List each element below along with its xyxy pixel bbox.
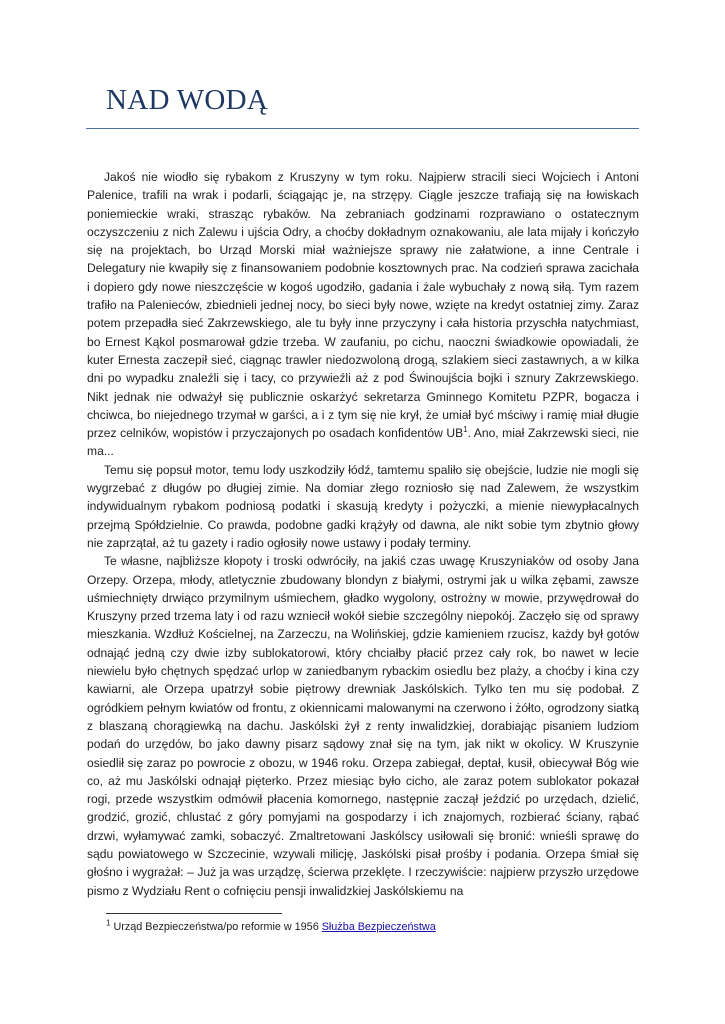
paragraph-tail: . Ano, miał Zakrzewski sieci, nie ma... xyxy=(87,426,639,459)
title-underline xyxy=(86,128,639,129)
footnote-number: 1 xyxy=(106,918,111,928)
paragraph-2 xyxy=(87,461,639,552)
footnote xyxy=(106,918,626,933)
paragraph-3 xyxy=(87,552,639,900)
document-title: NAD WODĄ xyxy=(106,84,269,116)
footnote-text: Urząd Bezpieczeństwa/po reformie w 1956 xyxy=(110,921,322,933)
footnote-reference[interactable]: 1 xyxy=(463,425,468,435)
paragraph-1 xyxy=(87,168,639,461)
document-body xyxy=(87,168,639,900)
footnote-separator xyxy=(106,913,282,914)
paragraph-text: Te własne, najbliższe kłopoty i troski odwróciły, na jakiś czas uwagę Kruszyniaków od osoby Jana Orzepy. Orzepa, młody, atletycznie zbudowany blondyn z białymi, ostrymi jak u wilka zębami, zawsze uśmiechnięty drwiąco przymilnym uśmiechem, gładko wygolony, ostrożny w mowie, przywędrował do Kruszyny przed trzema laty i od razu wzniecił wokół siebie szczególny niepokój. Zaczęło się od sprawy mieszkania. Wzdłuż Kościelnej, na Zarzeczu, na Wolińskiej, gdzie kamieniem rzucisz, każdy był gotów odnająć jedną czy dwie izby sublokatorowi, który chciałby płacić przez cały rok, bo nawet w lecie niewielu było chętnych spędzać urlop w zaniedbanym rybackim osiedlu bez plaży, a choćby i kina czy kawiarni, ale Orzepa upatrzył sobie piętrowy drewniak Jaskólskich. Tylko ten mu się podobał. Z ogródkiem pełnym kwiatów od frontu, z okiennicami malowanymi na czerwono i żółto, ogrodzony siatką z blaszaną chorągiewką na dachu. Jaskólski żył z renty inwalidzkiej, dorabiając pisaniem ludziom podań do urzędów, bo jako dawny pisarz sądowy znał się na tym, jak nikt w okolicy. W Kruszynie osiedlił się zaraz po powrocie z obozu, w 1946 roku. Orzepa zabiegał, deptał, kusił, obiecywał Bóg wie co, aż mu Jaskólski odnajął pięterko. Przez miesiąc było cicho, ale zaraz potem sublokator pokazał rogi, przede wszystkim odmówił płacenia komornego, następnie zaczął jeździć po urzędach, dzielić, grodzić, grozić, chlustać z góry pomyjami na gospodarzy i ich znajomych, rozbierać ściany, rąbać drzwi, wyłamywać zamki, sobaczyć. Zmaltretowani Jaskólscy usiłowali się bronić: wnieśli sprawę do sądu powiatowego w Szczecinie, wzywali milicję, Jaskólski pisał prośby i podania. Orzepa śmiał się głośno i wygrażał: – Już ja was urządzę, ścierwa przeklęte. I rzeczywiście: najpierw przyszło urzędowe pismo z Wydziału Rent o cofnięciu pensji inwalidzkiej Jaskólskiemu na xyxy=(87,554,639,898)
paragraph-text: Temu się popsuł motor, temu lody uszkodziły łódź, tamtemu spaliło się obejście, ludzie nie mogli się wygrzebać z długów po długiej zimie. Na domiar złego rozniosło się nad Zalewem, że wszystkim indywidualnym rybakom podniosą podatki i skasują kredyty i pożyczki, a mienie niewypłacalnych przejmą Spółdzielnie. Co prawda, podobne gadki krążyły od dawna, ale nikt sobie tym zbytnio głowy nie zaprzątał, aż tu gazety i radio ogłosiły nowe ustawy i podały terminy. xyxy=(87,462,639,550)
footnote-link[interactable]: Służba Bezpieczeństwa xyxy=(321,921,436,933)
paragraph-text: Jakoś nie wiodło się rybakom z Kruszyny w tym roku. Najpierw stracili sieci Wojciech i Antoni Palenice, trafili na wrak i podarli, ściągając je, na strzępy. Ciągle jeszcze trafiają się na łowiskach poniemieckie wraki, strasząc rybaków. Na zebraniach godzinami rozprawiano o ostatecznym oczyszczeniu z nich Zalewu i ujścia Odry, a choćby dokładnym oznakowaniu, ale lata mijały i kończyło się na projektach, bo Urząd Morski miał ważniejsze sprawy nie załatwione, a inne Centrale i Delegatury nie kwapiły się z finansowaniem podobnie kosztownych prac. Na codzień sprawa zacichała i dopiero gdy nowe nieszczęście w kogoś ugodziło, gadania i żale wybuchały z nową siłą. Tym razem trafiło na Palenieców, zbiednieli jednej nocy, bo sieci były nowe, wzięte na kredyt ostatniej zimy. Zaraz potem przepadła sieć Zakrzewskiego, ale tu były inne przyczyny i cała historia przyschła natychmiast, bo Ernest Kąkol posmarował gdzie trzeba. W zaufaniu, po cichu, naoczni świadkowie opowiadali, że kuter Ernesta zaczepił sieć, ciągnąc trawler niedozwoloną drogą, szlakiem sieci zastawnych, a w kilka dni po wypadku znaleźli się i tacy, co przywieźli aż z pod Świnoujścia bojki i sznury Zakrzewskiego. Nikt jednak nie odważył się publicznie oskarżyć sekretarza Gminnego Komitetu PZPR, bogacza i chciwca, bo niejednego trzymał w garści, a i z tym się nie krył, że umiał być mściwy i ramię miał długie przez celników, wopistów i przyczajonych po osadach konfidentów UB xyxy=(87,170,639,441)
